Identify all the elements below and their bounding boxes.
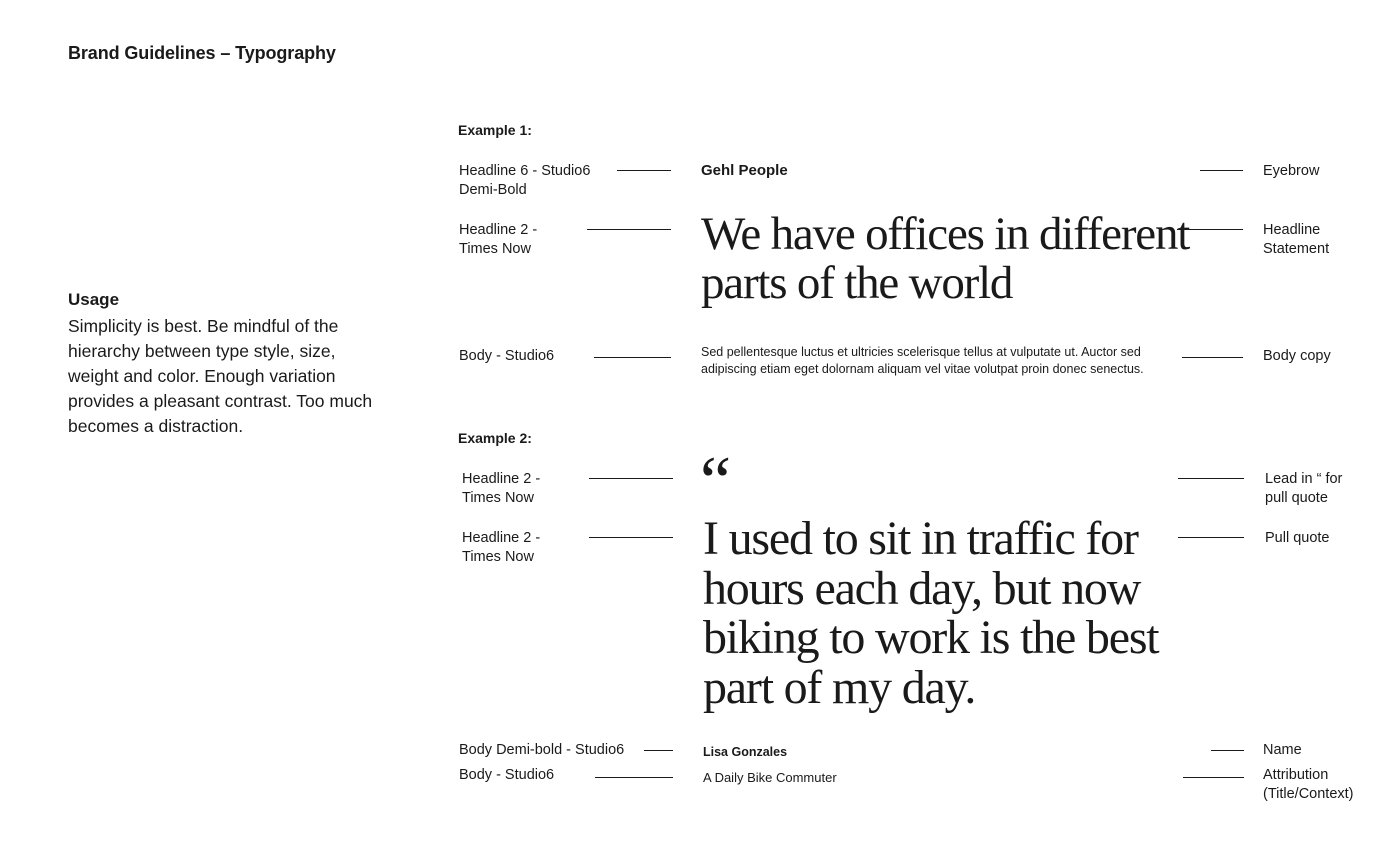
label-attribution-spec: Body - Studio6 (459, 767, 555, 783)
connector-line (617, 170, 671, 171)
connector-line (1183, 777, 1244, 778)
name-sample: Lisa Gonzales (703, 745, 788, 759)
connector-line (644, 750, 673, 751)
eyebrow-sample: Gehl People (701, 162, 788, 179)
connector-line (1177, 229, 1243, 230)
connector-line (1200, 170, 1243, 171)
label-lead-in-spec: Headline 2 - Times Now (462, 471, 541, 506)
label-eyebrow: Eyebrow (1263, 163, 1320, 179)
connector-line (1211, 750, 1244, 751)
label-name: Name (1263, 742, 1302, 758)
connector-line (589, 537, 673, 538)
connector-line (587, 229, 671, 230)
label-headline-statement: Headline Statement (1263, 222, 1330, 257)
connector-line (594, 357, 671, 358)
connector-line (589, 478, 673, 479)
label-lead-in: Lead in “ for pull quote (1265, 471, 1343, 506)
page-title: Brand Guidelines – Typography (68, 43, 336, 63)
label-body-spec: Body - Studio6 (459, 348, 555, 364)
label-attribution: Attribution (Title/Context) (1263, 767, 1354, 802)
label-pull-quote-spec: Headline 2 - Times Now (462, 530, 541, 565)
label-pull-quote: Pull quote (1265, 530, 1330, 546)
pull-quote-sample: I used to sit in traffic for hours each day, but now biking to work is the best part of my day. (703, 512, 1159, 714)
attribution-sample: A Daily Bike Commuter (703, 770, 837, 785)
quote-mark-sample: “ (700, 443, 730, 520)
usage-text: Simplicity is best. Be mindful of the hierarchy between type style, size, weight and color. Enough variation provides a pleasant contrast. Too much becomes a distraction. (68, 316, 373, 436)
connector-line (1178, 478, 1244, 479)
label-eyebrow-spec: Headline 6 - Studio6 Demi-Bold (459, 163, 591, 198)
label-headline-spec: Headline 2 - Times Now (459, 222, 538, 257)
label-name-spec: Body Demi-bold - Studio6 (459, 742, 625, 758)
connector-line (1182, 357, 1243, 358)
label-body-copy: Body copy (1263, 348, 1331, 364)
connector-line (595, 777, 673, 778)
example-1-heading: Example 1: (458, 122, 532, 138)
example-2-heading: Example 2: (458, 430, 532, 446)
headline-sample: We have offices in different parts of the world (701, 208, 1190, 309)
connector-line (1178, 537, 1244, 538)
body-copy-sample: Sed pellentesque luctus et ultricies scelerisque tellus at vulputate ut. Auctor sed adipiscing etiam eget dolornam aliquam vel vitae volutpat proin donec senectus. (701, 345, 1144, 376)
usage-heading: Usage (68, 290, 120, 309)
